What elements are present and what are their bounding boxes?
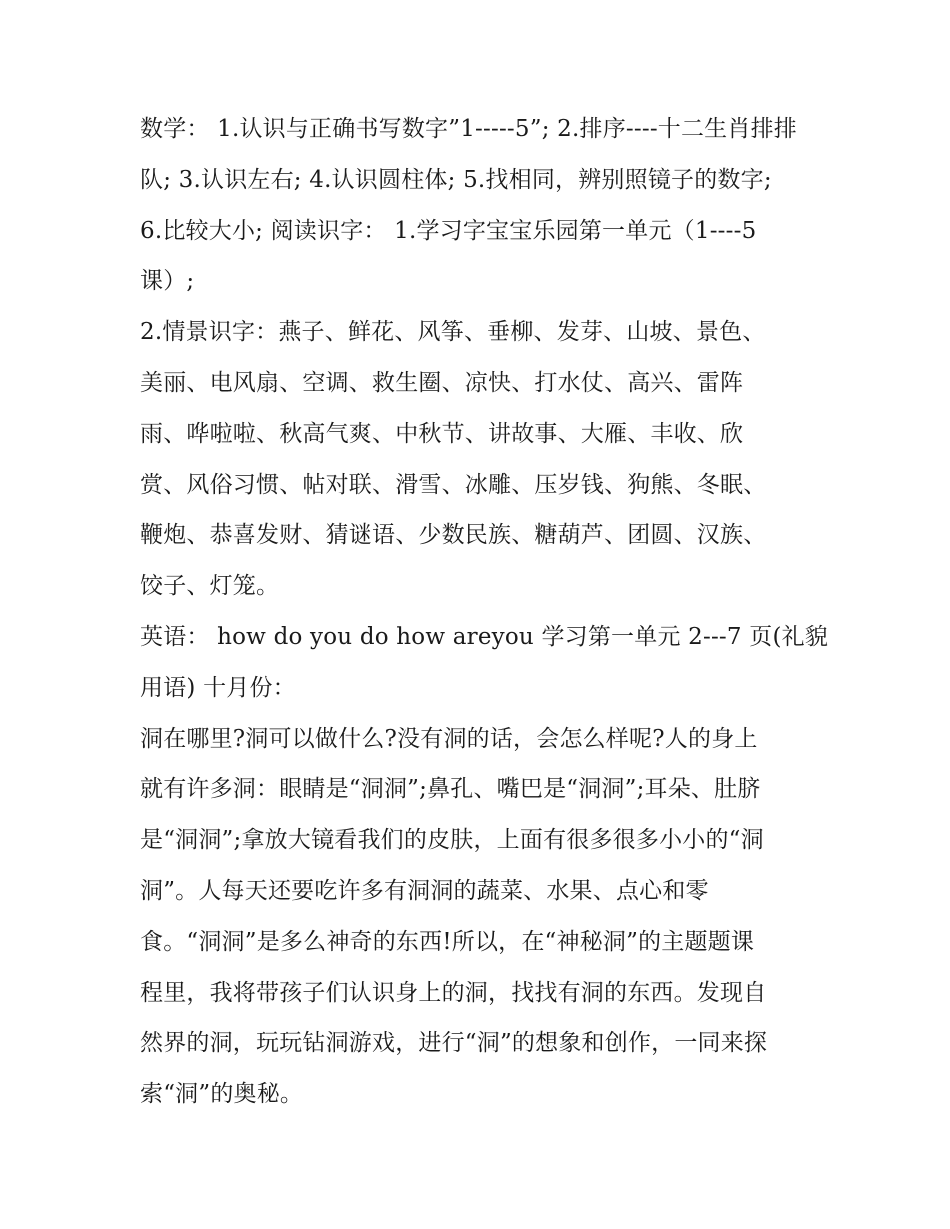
text-line: 程里，我将带孩子们认识身上的洞，找找有洞的东西。发现自 — [140, 979, 767, 1006]
text-line: 2.情景识字：燕子、鲜花、风筝、垂柳、发芽、山坡、景色、 — [140, 319, 766, 346]
text-line: 洞”。人每天还要吃许多有洞洞的蔬菜、水果、点心和零 — [140, 877, 709, 904]
text-line: 数学： 1.认识与正确书写数字”1-----5”; 2.排序----十二生肖排排 — [140, 116, 797, 142]
text-line: 洞在哪里?洞可以做什么?没有洞的话，会怎么样呢?人的身上 — [140, 725, 758, 752]
text-line: 用语) 十月份： — [140, 674, 296, 701]
text-line: 队; 3.认识左右; 4.认识圆柱体; 5.找相同，辨别照镜子的数字; — [140, 166, 772, 193]
text-line: 6.比较大小; 阅读识字： 1.学习字宝宝乐园第一单元（1----5 — [140, 217, 757, 244]
text-line: 课）; — [140, 268, 195, 295]
text-line: 美丽、电风扇、空调、救生圈、凉快、打水仗、高兴、雷阵 — [140, 369, 744, 396]
text-line: 饺子、灯笼。 — [140, 573, 280, 600]
text-line: 鞭炮、恭喜发财、猜谜语、少数民族、糖葫芦、团圆、汉族、 — [140, 522, 767, 549]
document-body — [140, 104, 829, 1120]
text-line: 是“洞洞”;拿放大镜看我们的皮肤，上面有很多很多小小的“洞 — [140, 827, 764, 854]
text-line: 就有许多洞：眼睛是“洞洞”;鼻孔、嘴巴是“洞洞”;耳朵、肚脐 — [140, 776, 761, 803]
text-line: 食。“洞洞”是多么神奇的东西!所以，在“神秘洞”的主题题课 — [140, 928, 755, 955]
text-line: 英语： how do you do how areyou 学习第一单元 2---7 页(礼貌 — [140, 623, 829, 650]
text-line: 索“洞”的奥秘。 — [140, 1081, 304, 1108]
text-line: 雨、哗啦啦、秋高气爽、中秋节、讲故事、大雁、丰收、欣 — [140, 420, 744, 447]
text-line: 然界的洞，玩玩钻洞游戏，进行“洞”的想象和创作，一同来探 — [140, 1030, 768, 1057]
text-line: 赏、风俗习惯、帖对联、滑雪、冰雕、压岁钱、狗熊、冬眠、 — [140, 471, 767, 498]
